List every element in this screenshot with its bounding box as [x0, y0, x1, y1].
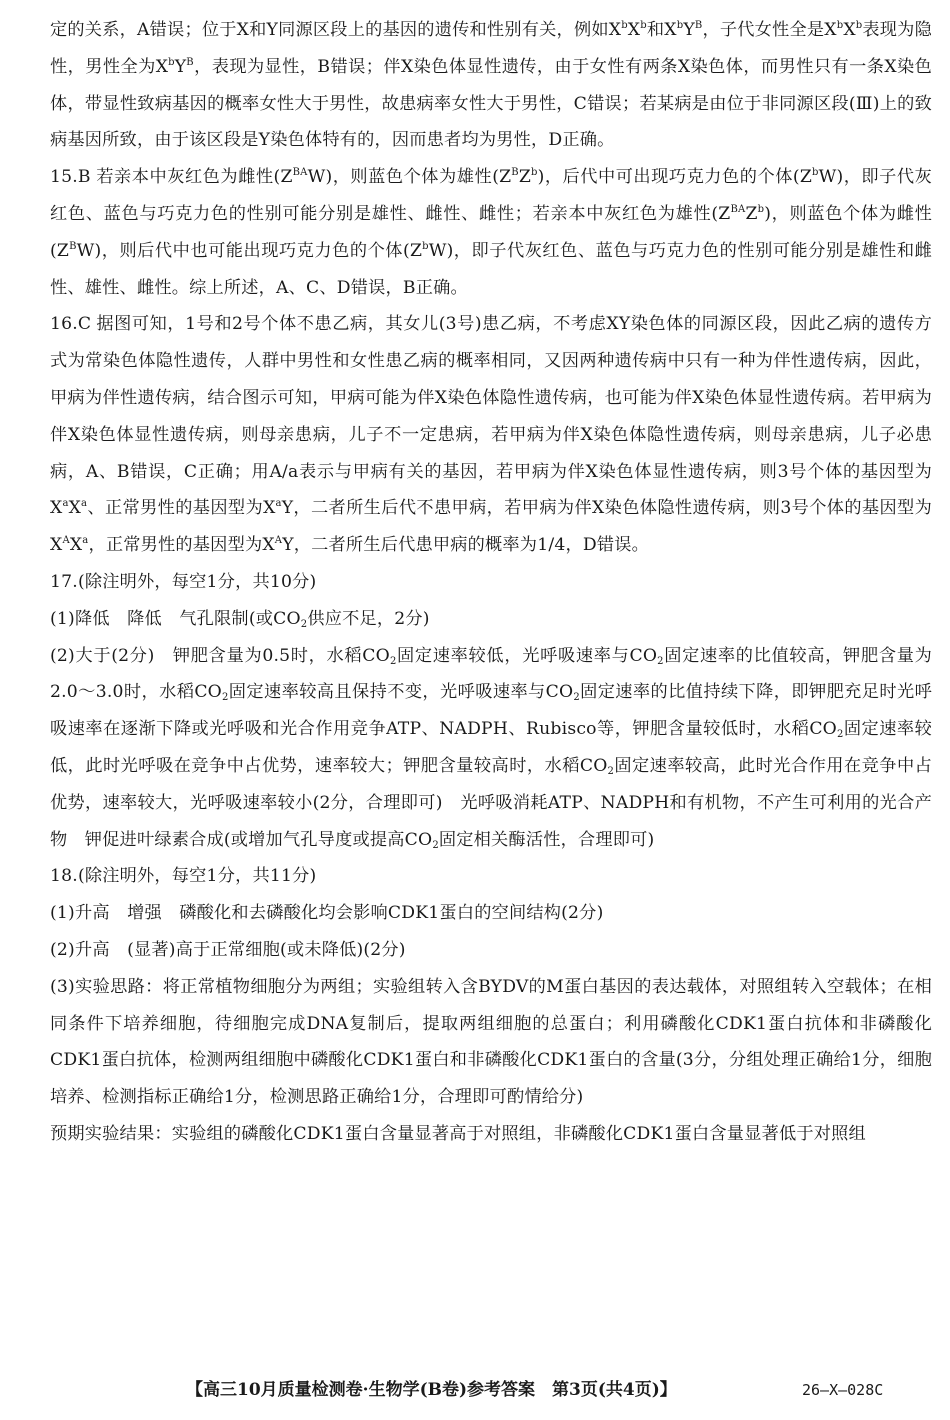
question-number: 15.B: [50, 167, 91, 188]
question-18-expected-result: 预期实验结果：实验组的磷酸化CDK1蛋白含量显著高于对照组，非磷酸化CDK1蛋白含量显著低于对照组: [50, 1123, 866, 1144]
genotype: $X^aX^a$: [50, 498, 88, 519]
genotype: $Z^BZ^b$: [499, 167, 538, 188]
genotype: $Z^B$: [56, 240, 77, 261]
intro-text-1: 定的关系，A错误；位于X和Y同源区段上的基因的遗传和性别有关，例如: [50, 20, 609, 40]
question-16: 16.C 据图可知，1号和2号个体不患乙病，其女儿(3号)患乙病，不考虑XY染色体的同源区段，因此乙病的遗传方式为常染色体隐性遗传，人群中男性和女性患乙病的概率相同，又因两种遗传病中只有一种为伴性遗传病，因此，甲病为伴性遗传病，结合图示可知，甲病可能为伴X染色体隐性遗传病，也可能为伴X染色体显性遗传病。若甲病为伴X染色体显性遗传病，则母亲患病，儿子不一定患病，若甲病为伴X染色体隐性遗传病，则母亲患病，儿子必患病，A、B错误，C正确；用A/a表示与甲病有关的基因，若甲病为伴X染色体显性遗传病，则3号个体的基因型为$X^aX^a$、正常男性的基因型为$X^aY$，二者所生后代不患甲病，若甲病为伴X染色体隐性遗传病，则3号个体的基因型为$X^AX^a$，正常男性的基因型为$X^AY$，二者所生后代患甲病的概率为1/4，D错误。: [50, 306, 932, 564]
footer-title: 【高三10月质量检测卷·生物学(B卷)参考答案 第3页(共4页)】: [186, 1380, 677, 1400]
question-15: 15.B 若亲本中灰红色为雌性$(Z^{BA}W)$，则蓝色个体为雄性$(Z^BZ^b)$，后代中可出现巧克力色的个体$(Z^bW)$，即子代灰红色、蓝色与巧克力色的性别可能分别是雄性、雌性、雌性；若亲本中灰红色为雄性$(Z^{BA}Z^b)$，则蓝色个体为雌性$(Z^BW)$，则后代中也可能出现巧克力色的个体$(Z^bW)$，即子代灰红色、蓝色与巧克力色的性别可能分别是雄性和雌性、雄性、雌性。综上所述，A、C、D错误，B正确。: [50, 159, 932, 306]
intro-and: 和: [646, 20, 665, 40]
question-number: 17.: [50, 571, 78, 592]
genotype: $X^bX^b$: [608, 20, 647, 40]
genotype: $X^AX^a$: [50, 535, 89, 556]
question-18-header: [50, 858, 932, 895]
genotype: $X^bY^B$: [155, 56, 194, 77]
genotype: $Z^{BA}Z^b$: [718, 203, 765, 224]
footer-code: 26—X—028C: [802, 1381, 884, 1399]
answer-content: [50, 12, 932, 1153]
genotype: $Z^b$: [799, 167, 819, 188]
question-17-part-2: (2)大于(2分) 钾肥含量为0.5时，水稻$CO_2$固定速率较低，光呼吸速率与$CO_2$固定速率的比值较高，钾肥含量为2.0～3.0时，水稻$CO_2$固定速率较高且保持不变，光呼吸速率与$CO_2$固定速率的比值持续下降，即钾肥充足时光呼吸速率在逐渐下降或光呼吸和光合作用竞争ATP、NADPH、Rubisco等，钾肥含量较低时，水稻$CO_2$固定速率较低，此时光呼吸在竞争中占优势，速率较大；钾肥含量较高时，水稻$CO_2$固定速率较高，此时光合作用在竞争中占优势，速率较大，光呼吸速率较小(2分，合理即可) 光呼吸消耗ATP、NADPH和有机物，不产生可利用的光合产物 钾促进叶绿素合成(或增加气孔导度或提高$CO_2$固定相关酶活性，合理即可): [50, 645, 932, 851]
question-17-header: [50, 564, 932, 601]
question-17-part-1: (1)降低 降低 气孔限制(或$CO_2$供应不足，2分): [50, 608, 430, 630]
score-note: (除注明外，每空1分，共10分): [77, 571, 317, 592]
genotype: $X^a$: [263, 498, 282, 519]
question-number: 16.C: [50, 314, 92, 335]
question-18-part-3: (3)实验思路：将正常植物细胞分为两组；实验组转入含BYDV的M蛋白基因的表达载体，对照组转入空载体；在相同条件下培养细胞，待细胞完成DNA复制后，提取两组细胞的总蛋白；利用磷酸化CDK1蛋白抗体和非磷酸化CDK1蛋白抗体，检测两组细胞中磷酸化CDK1蛋白和非磷酸化CDK1蛋白的含量(3分，分组处理正确给1分，细胞培养、检测指标正确给1分，检测思路正确给1分，合理即可酌情给分): [50, 976, 932, 1108]
genotype: $X^bY^B$: [664, 20, 703, 40]
genotype: $X^A$: [262, 535, 283, 556]
question-18-part-2: (2)升高 (显著)高于正常细胞(或未降低)(2分): [50, 939, 406, 960]
intro-text-4: ，表现为显性，B错误；伴X染色体显性遗传，由于女性有两条X染色体，而男性只有一条X染色体，带显性致病基因的概率女性大于男性，故患病率女性大于男性，C错误；若某病是由位于非同源区段(Ⅲ)上的致病基因所致，由于该区段是Y染色体特有的，因而患者均为男性，D正确。: [50, 56, 932, 151]
intro-paragraph: [50, 12, 932, 159]
question-18-part-1: (1)升高 增强 磷酸化和去磷酸化均会影响CDK1蛋白的空间结构(2分): [50, 903, 604, 924]
intro-text-3: 表现为隐性，男性全为: [50, 20, 932, 77]
genotype: $Z^{BA}$: [280, 167, 308, 188]
intro-text-2: ，子代女性全是: [702, 20, 825, 40]
genotype: $Z^b$: [409, 240, 429, 261]
score-note: (除注明外，每空1分，共11分): [77, 866, 317, 887]
genotype: $X^bX^b$: [824, 20, 863, 40]
question-number: 18.: [50, 866, 78, 887]
